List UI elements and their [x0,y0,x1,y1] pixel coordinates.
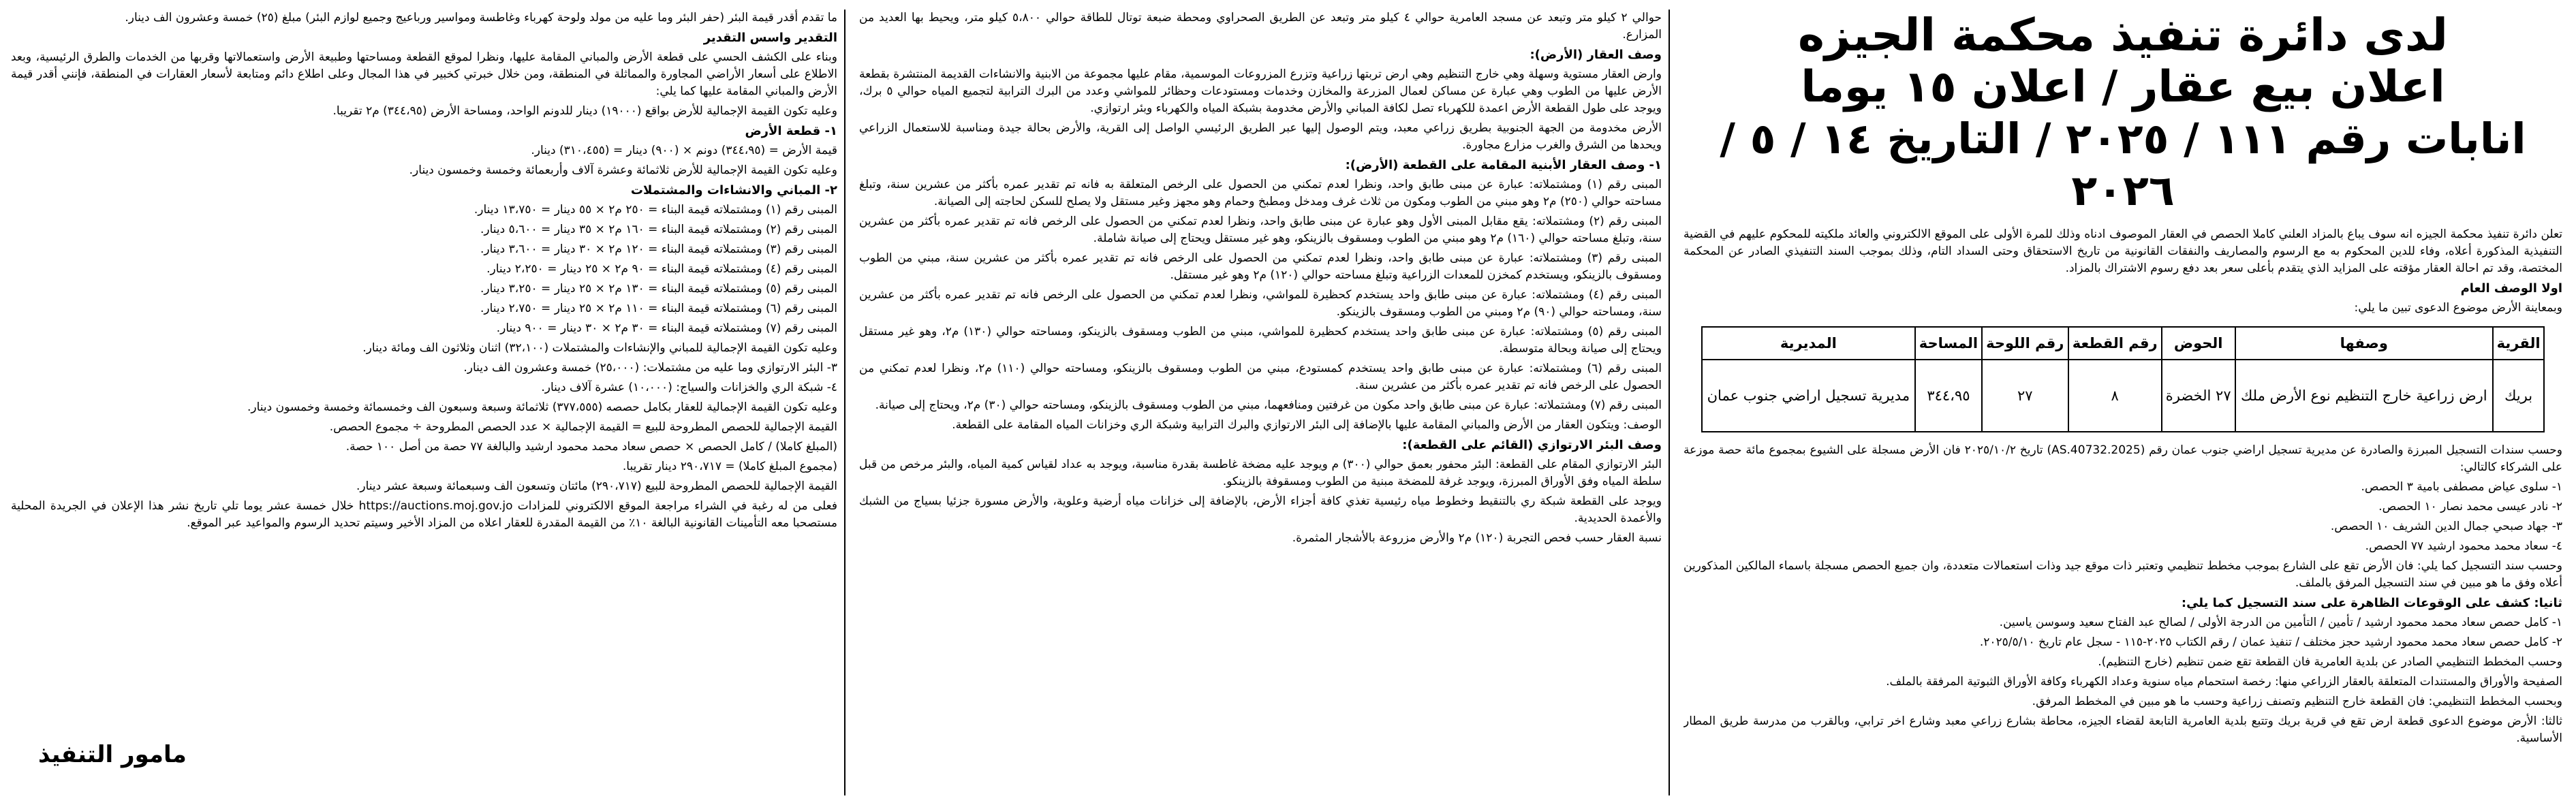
paragraph: الأرض مخدومة من الجهة الجنوبية بطريق زراعي معبد، ويتم الوصول إليها عبر الطريق الرئيسي الواصل إلى القرية، والأرض بحالة جيدة ومناسبة للاستعمال الزراعي ويحدها من الشرق والغرب مزارع مجاورة. [859,121,1662,152]
table-cell: ٢٧ الخضرة [2162,360,2235,432]
paragraph: حوالي ٢ كيلو متر وتبعد عن مسجد العامرية حوالي ٤ كيلو متر وتبعد عن الطريق الصحراوي ومحطة ضبعة توتال للطاقة حوالي ٥،٨٠٠ كيلو متر، ويحيط بها العديد من المزارع. [859,11,1662,42]
section-heading: ١- وصف العقار الأبنية المقامة على القطعة (الأرض): [1345,158,1662,172]
column-header: المساحة [1915,327,1982,360]
paragraph: وحسب سندات التسجيل المبرزة والصادرة عن مديرية تسجيل اراضي جنوب عمان رقم (2025.AS.40732) تاريخ ٢٠٢٥/١٠/٢ فان الأرض مسجلة على الشيوع بمجموع مائة حصة موزعة على الشركاء كالتالي: [1683,443,2562,474]
paragraph: ٢- كامل حصص سعاد محمد محمود ارشيد حجز مختلف / تنفيذ عمان / رقم الكتاب ٢٠٢٥-١١٥ - سجل عام تاريخ ٢٠٢٥/٥/١٠. [1979,635,2562,649]
column-right [1683,10,2562,795]
owner-item: ١- سلوى عياض مصطفى بامية ٣ الحصص. [2361,480,2562,494]
paragraph: البئر الارتوازي المقام على القطعة: البئر محفور بعمق حوالي (٣٠٠) م ويوجد عليه مضخة غاطسة بقدرة مناسبة، ويوجد به عداد لقياس كمية المياه، والبئر مرخص من قبل سلطة المياه وفق الأوراق المبرزة، ويوجد غرفة للمضخة مبنية من الطوب ومسقوفة بالزينكو. [859,458,1662,488]
column-left [11,10,845,795]
announcement-header [1683,10,2562,217]
column-middle [859,10,1670,795]
paragraph: ٣- البئر الارتوازي وما عليه من مشتملات: (٢٥،٠٠٠) خمسة وعشرون الف دينار. [463,361,837,375]
paragraph: وعليه تكون القيمة الإجمالية للعقار بكامل حصصه (٣٧٧،٥٥٥) ثلاثمائة وسبعة وسبعون الف وخمسمائة وخمسة وخمسون دينار. [247,400,837,414]
paragraph: المبنى رقم (١) ومشتملاته قيمة البناء = ٢٥٠ م٢ × ٥٥ دينار = ١٣،٧٥٠ دينار. [474,203,837,217]
table-row [1702,360,2544,432]
paragraph: المبنى رقم (٣) ومشتملاته قيمة البناء = ١٢٠ م٢ × ٣٠ دينار = ٣،٦٠٠ دينار. [480,242,837,256]
paragraph: وعليه تكون القيمة الإجمالية للمباني والإنشاءات والمشتملات (٣٢،١٠٠) اثنان وثلاثون الف ومائة دينار. [362,341,837,355]
paragraph: وارض العقار مستوية وسهلة وهي خارج التنظيم وهي ارض تربتها زراعية وتزرع المزروعات الموسمية، مقام عليها مجموعة من الابنية والانشاءات القديمة المنتشرة بقطعة الأرض عليها من الطوب وهي عبارة عن مساكن لعمال المزرعة والمخازن وخدمات ومستودعات وحظائر للمواشي وعدد من البرك الترابية لتجميع المياه حوالي ٥ برك، ويوجد على طول القطعة الأرض اعمدة للكهرباء تصل لكافة المباني والأرض مخدومة بشبكة المياه والكهرباء وبئر ارتوازي. [859,67,1662,115]
column-header: المديرية [1702,327,1915,360]
paragraph: المبنى رقم (٤) ومشتملاته: عبارة عن مبنى طابق واحد يستخدم كحظيرة للمواشي، ونظرا لعدم تمكني من الحصول على الرخص فانه تم تقدير عمره بأكثر من عشرين سنة، ومساحته حوالي (٩٠) م٢ ومبني من الطوب ومسقوف بالزينكو. [859,288,1662,319]
paragraph: ١- كامل حصص سعاد محمد محمود ارشيد / تأمين / التأمين من الدرجة الأولى / لصالح عبد الفتاح سعيد وسوسن ياسين. [1999,616,2562,629]
paragraph: وعليه تكون القيمة الإجمالية للأرض بواقع (١٩٠٠٠) دينار للدونم الواحد، ومساحة الأرض (٣٤٤،٩٥) م٢ تقريبا. [332,104,837,118]
paragraph: المبنى رقم (٦) ومشتملاته: عبارة عن مبنى طابق واحد يستخدم كمستودع، مبني من الطوب ومسقوف بالزينكو، ومساحته حوالي (١١٠) م٢، ونظرا لعدم تمكني من الحصول على الرخص فانه تم تقدير عمره بأكثر من عشرين سنة. [859,362,1662,392]
paragraph: المبنى رقم (١) ومشتملاته: عبارة عن مبنى طابق واحد، ونظرا لعدم تمكني من الحصول على الرخص المتعلقة به فانه تم تقدير عمره بأكثر من عشرين سنة، وتبلغ مساحته حوالي (٢٥٠) م٢ وهو مبني من الطوب ومكون من ثلاث غرف ومدخل ومطبخ وحمام وهو مجهز وغير مستقل ولا يصلح للسكن لحاجته إلى الصيانة. [859,178,1662,208]
paragraph: المبنى رقم (٢) ومشتملاته قيمة البناء = ١٦٠ م٢ × ٣٥ دينار = ٥،٦٠٠ دينار. [480,223,837,236]
signature-enforcement-officer: مامور التنفيذ [38,741,187,768]
paragraph: الوصف: ويتكون العقار من الأرض والمباني المقامة عليها بالإضافة إلى البئر الارتوازي والبرك الترابية وشبكة الري وخزانات المياه المقامة على القطعة. [952,418,1662,432]
table-cell: ٢٧ [1982,360,2068,432]
paragraph: وحسب المخطط التنظيمي الصادر عن بلدية العامرية فان القطعة تقع ضمن تنظيم (خارج التنظيم). [2098,655,2562,669]
paragraph: المبنى رقم (٤) ومشتملاته قيمة البناء = ٩٠ م٢ × ٢٥ دينار = ٢،٢٥٠ دينار. [486,262,837,276]
paragraph: الصفيحة والأوراق والمستندات المتعلقة بالعقار الزراعي منها: رخصة استحمام مياه سنوية وعداد الكهرباء وكافة الأوراق الثبوتية المرفقة بالملف. [1886,675,2562,689]
paragraph: المبنى رقم (٧) ومشتملاته قيمة البناء = ٣٠ م٢ × ٣٠ دينار = ٩٠٠ دينار. [496,321,837,335]
section-heading: اولا الوصف العام [2460,281,2562,296]
paragraph: القيمة الإجمالية للحصص المطروحة للبيع = القيمة الإجمالية × عدد الحصص المطروحة ÷ مجموع الحصص. [329,420,837,434]
paragraph: المبنى رقم (٧) ومشتملاته: عبارة عن مبنى طابق واحد مكون من غرفتين ومنافعهما، مبني من الطوب ومسقوف بالزينكو، ومساحته حوالي (٣٠) م٢، ويحتاج إلى صيانة. [875,398,1662,412]
paragraph: نسبة العقار حسب فحص التجربة (١٢٠) م٢ والأرض مزروعة بالأشجار المثمرة. [1292,531,1662,545]
paragraph: قيمة الأرض = (٣٤٤،٩٥) دونم × (٩٠٠) دينار = (٣١٠،٤٥٥) دينار. [531,144,837,157]
paragraph: وبحسب المخطط التنظيمي: فان القطعة خارج التنظيم وتصنف زراعية وحسب ما هو مبين في المخطط المرفق. [2032,695,2562,708]
column-header: وصفها [2235,327,2493,360]
paragraph: ما تقدم أقدر قيمة البئر (حفر البئر وما عليه من مولد ولوحة كهرباء وغاطسة ومواسير ورباعيج وجميع لوازم البئر) مبلغ (٢٥) خمسة وعشرون الف دينار. [125,11,837,25]
column-header: رقم القطعة [2068,327,2162,360]
column-header: الحوض [2162,327,2235,360]
paragraph: (المبلغ كاملا) / كامل الحصص × حصص سعاد محمد محمود ارشيد والبالغة ٧٧ حصة من أصل ١٠٠ حصة. [345,440,837,454]
paragraph: وعليه تكون القيمة الإجمالية للأرض ثلاثمائة وعشرة آلاف وأربعمائة وخمسة وخمسون دينار. [409,163,837,177]
section-heading: ٢- المباني والانشاءات والمشتملات [630,183,837,198]
owner-item: ٣- جهاد صبحي جمال الدين الشريف ١٠ الحصص. [2330,520,2562,533]
section-heading: ١- قطعة الأرض [745,124,837,138]
section-heading: وصف البئر الارتوازي (القائم على القطعة): [1402,438,1662,452]
table-cell: ارض زراعية خارج التنظيم نوع الأرض ملك [2235,360,2493,432]
table-cell: مديرية تسجيل اراضي جنوب عمان [1702,360,1915,432]
table-cell: بريك [2493,360,2544,432]
paragraph: وبمعاينة الأرض موضوع الدعوى تبين ما يلي: [2354,301,2562,315]
paragraph: (مجموع المبلغ كاملا) = ٢٩٠،٧١٧ دينار تقريبا. [622,460,837,473]
paragraph: المبنى رقم (٥) ومشتملاته قيمة البناء = ١٣٠ م٢ × ٢٥ دينار = ٣،٢٥٠ دينار. [480,282,837,296]
paragraph: ٤- شبكة الري والخزانات والسياج: (١٠،٠٠٠) عشرة آلاف دينار. [541,381,837,394]
owner-item: ٢- نادر عيسى محمد نصار ١٠ الحصص. [2378,500,2562,514]
header-court-name: لدى دائرة تنفيذ محكمة الجيزه [1798,10,2448,61]
paragraph: ثالثا: الأرض موضوع الدعوى قطعة ارض تقع في قرية بريك وتتبع بلدية العامرية التابعة لقضاء الجيزه، محاطة بشارع زراعي معبد وشارع اخر ترابي، وبالقرب من مدرسة طريق المطار الأساسية. [1683,714,2562,745]
table-header-row [1702,327,2544,360]
paragraph: ويوجد على القطعة شبكة ري بالتنقيط وخطوط مياه رئيسية تغذي كافة أجزاء الأرض، بالإضافة إلى خزانات مياه أرضية وعلوية، والأرض مسورة جزئيا بسياج من الشبك والأعمدة الحديدية. [859,494,1662,525]
paragraph: وحسب سند التسجيل كما يلي: فان الأرض تقع على الشارع بموجب مخطط تنظيمي وتعتبر ذات موقع جيد وذات استعمالات متعددة، وان جميع الحصص مسجلة باسماء المالكين المذكورين أعلاه وفق ما هو مبين في سند التسجيل المرفق بالملف. [1683,559,2562,590]
paragraph: المبنى رقم (٦) ومشتملاته قيمة البناء = ١١٠ م٢ × ٢٥ دينار = ٢،٧٥٠ دينار. [480,302,837,315]
header-case-number-date: انابات رقم ١١١ / ٢٠٢٥ / التاريخ ١٤ / ٥ / ٢٠٢٦ [1720,114,2526,215]
paragraph: وبناء على الكشف الحسي على قطعة الأرض والمباني المقامة عليها، ونظرا لموقع القطعة ومساحتها وطبيعة الأرض واستعمالاتها وقربها من الخدمات والطرق الرئيسية، وبعد الاطلاع على أسعار الأراضي المجاورة والمماثلة في المنطقة، ومن خلال خبرتي كخبير في هذا المجال وعلى اطلاع دائم ومتابعة لأسعار العقارات في المنطقة، فإنني أقدر قيمة الأرض والمباني المقامة عليها كما يلي: [11,50,837,98]
paragraph: المبنى رقم (٢) ومشتملاته: يقع مقابل المبنى الأول وهو عبارة عن مبنى طابق واحد، ونظرا لعدم تمكني من الحصول على الرخص فانه تم تقدير عمره بأكثر من عشرين سنة، وتبلغ مساحته حوالي (١٦٠) م٢ وهو مبني من الطوب ومسقوف بالزينكو، وهو غير مستقل ويحتاج إلى صيانة شاملة. [859,215,1662,245]
section-heading: ثانيا: كشف على الوقوعات الظاهرة على سند التسجيل كما يلي: [2181,596,2562,610]
section-heading: وصف العقار (الأرض): [1530,48,1662,62]
paragraph: القيمة الإجمالية للحصص المطروحة للبيع (٢٩٠،٧١٧) مائتان وتسعون الف وسبعمائة وسبعة عشر دينار. [356,479,837,493]
intro-paragraph: تعلن دائرة تنفيذ محكمة الجيزه انه سوف يباع بالمزاد العلني كاملا الحصص في العقار الموصوف ادناه وذلك للمرة الأولى على الموقع الالكتروني والعائد ملكيته للمحكوم عليهم في القضية التنفيذية المذكورة أعلاه، وفاء للدين المحكوم به مع الرسوم والمصاريف والنفقات القانونية من تاريخ الاستحقاق وحتى السداد التام، وذلك بموجب السند التنفيذي الصادر عن المحكمة المختصة، وقد تم احالة العقار مؤقته على المزايد الذي يتقدم بأعلى سعر بعد دفع رسوم الاشتراك بالمزاد. [1683,227,2562,275]
header-announcement-type: اعلان بيع عقار / اعلان ١٥ يوما [1801,62,2445,112]
section-heading: التقدير واسس التقدير [703,31,837,45]
paragraph: فعلى من له رغبة في الشراء مراجعة الموقع الالكتروني للمزادات https://auctions.moj.gov.jo خلال خمسة عشر يوما تلي تاريخ نشر هذا الإعلان في الجريدة المحلية مستصحبا معه التأمينات القانونية البالغة ١٠٪ من القيمة المقدرة للعقار اعلاه من المزاد الأخير وسيتم تحديد الرسوم والمواعيد عبر الموقع. [11,499,838,530]
column-header: القرية [2493,327,2544,360]
paragraph: المبنى رقم (٥) ومشتملاته: عبارة عن مبنى طابق واحد يستخدم كحظيرة للمواشي، مبني من الطوب ومسقوف بالزينكو، ومساحته حوالي (١٣٠) م٢، وهو غير مستقل ويحتاج إلى صيانة وبحالة متوسطة. [859,325,1662,356]
property-table [1701,326,2545,432]
owner-item: ٤- سعاد محمد محمود ارشيد ٧٧ الحصص. [2365,539,2562,553]
paragraph: المبنى رقم (٣) ومشتملاته: عبارة عن مبنى طابق واحد، ونظرا لعدم تمكني من الحصول على الرخص فانه تم تقدير عمره بأكثر من عشرين سنة، مبني من الطوب ومسقوف بالزينكو، ويستخدم كمخزن للمعدات الزراعية وتبلغ مساحته حوالي (١٢٠) م٢ وهو غير مستقل. [859,251,1662,282]
table-cell: ٨ [2068,360,2162,432]
column-header: رقم اللوحة [1982,327,2068,360]
table-cell: ٣٤٤،٩٥ [1915,360,1982,432]
